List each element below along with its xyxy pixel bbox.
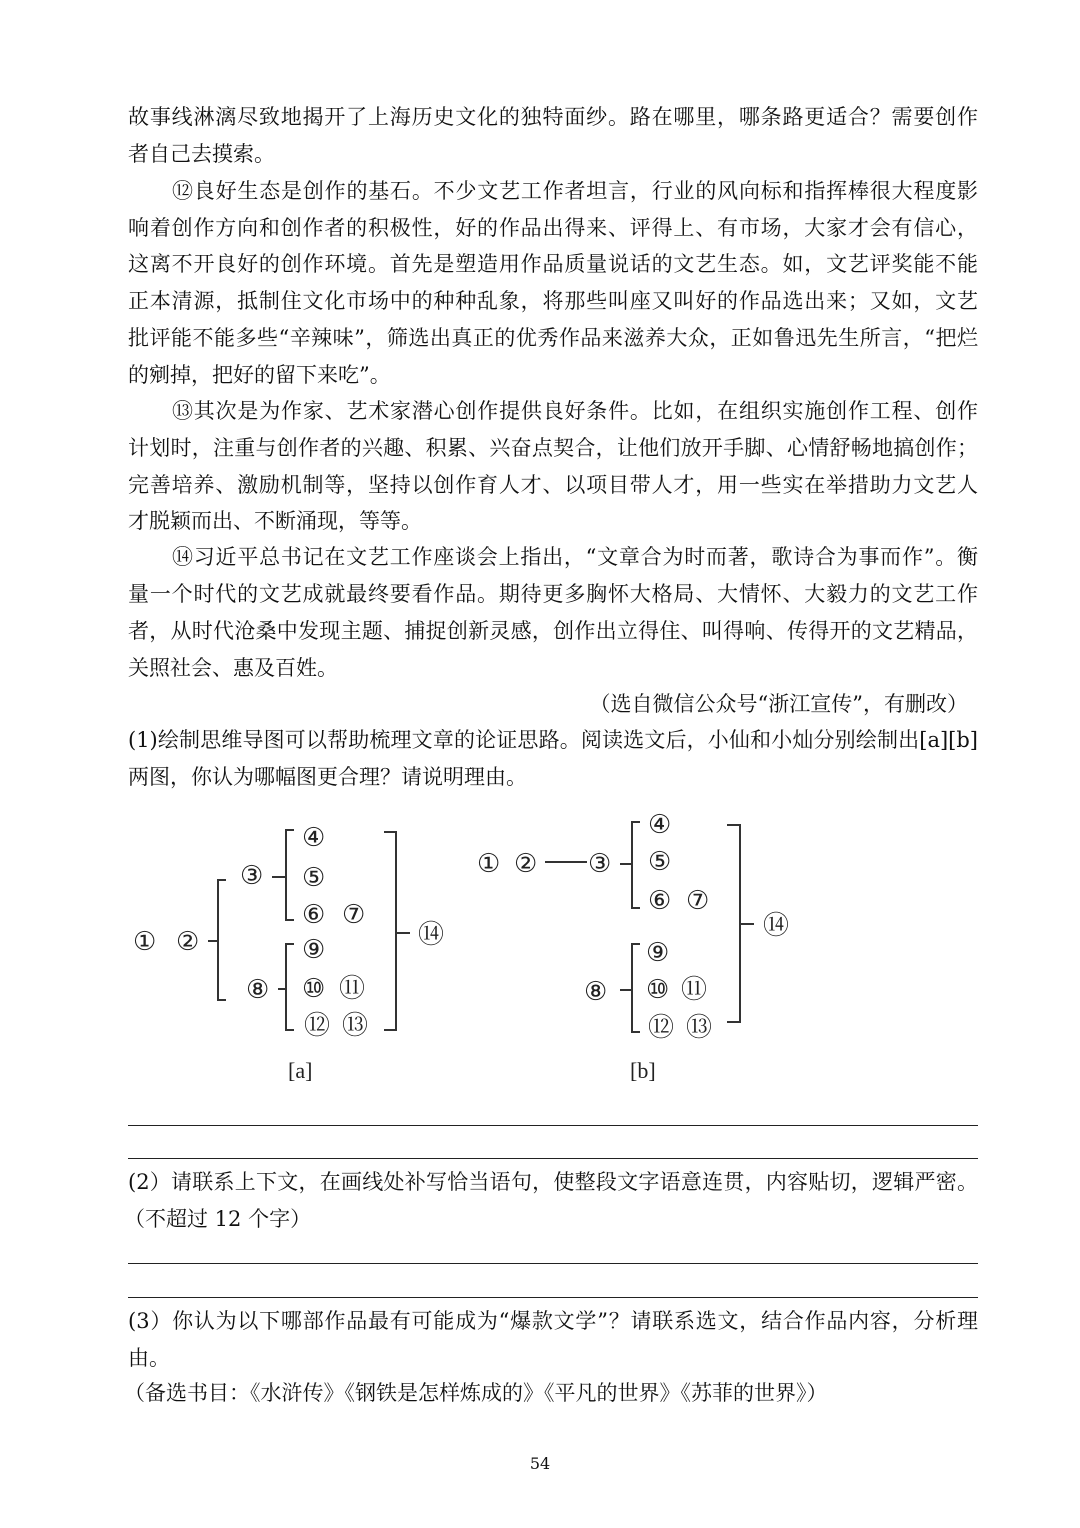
node-14: ⑭	[418, 920, 445, 950]
question-3-text: 由。	[128, 1346, 170, 1370]
paragraph-14: ⑭习近平总书记在文艺工作座谈会上指出，“文章合为时而著，歌诗合为事而作”。衡	[172, 545, 978, 569]
node-6: ⑥	[302, 900, 326, 930]
node-5: ⑤	[302, 863, 326, 893]
answer-line[interactable]	[128, 1263, 978, 1264]
node-4: ④	[648, 810, 672, 840]
text-line: 关照社会、惠及百姓。	[128, 656, 338, 680]
question-2-text: (2）请联系上下文，在画线处补写恰当语句，使整段文字语意连贯，内容贴切，逻辑严密。	[128, 1170, 978, 1194]
node-7: ⑦	[686, 886, 710, 916]
diagram-label: [b]	[630, 1058, 656, 1083]
node-8: ⑧	[584, 977, 608, 1007]
text-line: 故事线淋漓尽致地揭开了上海历史文化的独特面纱。路在哪里，哪条路更适合？需要创作	[128, 105, 978, 129]
node-5: ⑤	[648, 847, 672, 877]
node-13: ⑬	[342, 1011, 369, 1041]
node-10: ⑩	[646, 975, 670, 1005]
bracket	[384, 832, 410, 1030]
answer-line[interactable]	[128, 1158, 978, 1159]
node-2: ②	[176, 927, 200, 957]
text-line: 量一个时代的文艺成就最终要看作品。期待更多胸怀大格局、大情怀、大毅力的文艺工作	[128, 582, 978, 606]
book-options: （备选书目：《水浒传》《钢铁是怎样炼成的》《平凡的世界》《苏菲的世界》）	[124, 1381, 828, 1405]
node-2: ②	[514, 849, 538, 879]
answer-line[interactable]	[128, 1297, 978, 1298]
bracket	[272, 830, 294, 920]
text-line: 正本清源，抵制住文化市场中的种种乱象，将那些叫座又叫好的作品选出来；又如，文艺	[128, 289, 978, 313]
page-number: 54	[529, 1454, 551, 1473]
node-13: ⑬	[686, 1013, 713, 1043]
source-citation: （选自微信公众号“浙江宣传”，有删改）	[589, 692, 968, 716]
node-11: ⑪	[339, 974, 366, 1004]
node-14: ⑭	[763, 911, 790, 941]
node-7: ⑦	[342, 900, 366, 930]
bracket	[208, 880, 226, 1000]
node-9: ⑨	[646, 938, 670, 968]
text-line: 这离不开良好的创作环境。首先是塑造用作品质量说话的文艺生态。如，文艺评奖能不能	[128, 252, 978, 276]
node-3: ③	[588, 849, 612, 879]
text-line: 计划时，注重与创作者的兴趣、积累、兴奋点契合，让他们放开手脚、心情舒畅地搞创作；	[128, 436, 978, 460]
question-1-text: 两图，你认为哪幅图更合理？请说明理由。	[128, 765, 527, 789]
text-line: 批评能不能多些“辛辣味”，筛选出真正的优秀作品来滋养大众，正如鲁迅先生所言，“把烂	[128, 326, 978, 350]
node-1: ①	[133, 927, 157, 957]
node-4: ④	[302, 823, 326, 853]
node-9: ⑨	[302, 935, 326, 965]
question-2-text: （不超过 12 个字）	[124, 1207, 312, 1231]
bracket	[727, 825, 754, 1022]
bracket	[278, 944, 294, 1030]
node-8: ⑧	[246, 975, 270, 1005]
question-3-text: (3）你认为以下哪部作品最有可能成为“爆款文学”？请联系选文，结合作品内容，分析理	[128, 1309, 978, 1333]
question-1-text: (1)绘制思维导图可以帮助梳理文章的论证思路。阅读选文后，小仙和小灿分别绘制出[a][b]	[128, 728, 978, 752]
node-12: ⑫	[648, 1013, 675, 1043]
node-11: ⑪	[681, 975, 708, 1005]
text-line: 才脱颖而出、不断涌现，等等。	[128, 509, 422, 533]
node-3: ③	[240, 861, 264, 891]
text-line: 响着创作方向和创作者的积极性，好的作品出得来、评得上、有市场，大家才会有信心，	[128, 216, 978, 240]
diagram-b	[477, 810, 789, 1083]
node-10: ⑩	[302, 974, 326, 1004]
answer-line[interactable]	[128, 1125, 978, 1126]
diagram-label: [a]	[288, 1058, 313, 1083]
bracket	[620, 822, 640, 908]
node-12: ⑫	[304, 1011, 331, 1041]
node-6: ⑥	[648, 886, 672, 916]
bracket	[620, 944, 640, 1032]
diagram-a	[133, 823, 444, 1083]
text-line: 完善培养、激励机制等，坚持以创作育人才、以项目带人才，用一些实在举措助力文艺人	[128, 473, 978, 497]
paragraph-13: ⑬其次是为作家、艺术家潜心创作提供良好条件。比如，在组织实施创作工程、创作	[172, 399, 978, 423]
text-line: 者自己去摸索。	[128, 142, 275, 166]
node-1: ①	[477, 849, 501, 879]
text-line: 者，从时代沧桑中发现主题、捕捉创新灵感，创作出立得住、叫得响、传得开的文艺精品，	[128, 619, 978, 643]
text-line: 的剜掉，把好的留下来吃”。	[128, 363, 391, 387]
paragraph-12: ⑫良好生态是创作的基石。不少文艺工作者坦言，行业的风向标和指挥棒很大程度影	[172, 179, 978, 203]
